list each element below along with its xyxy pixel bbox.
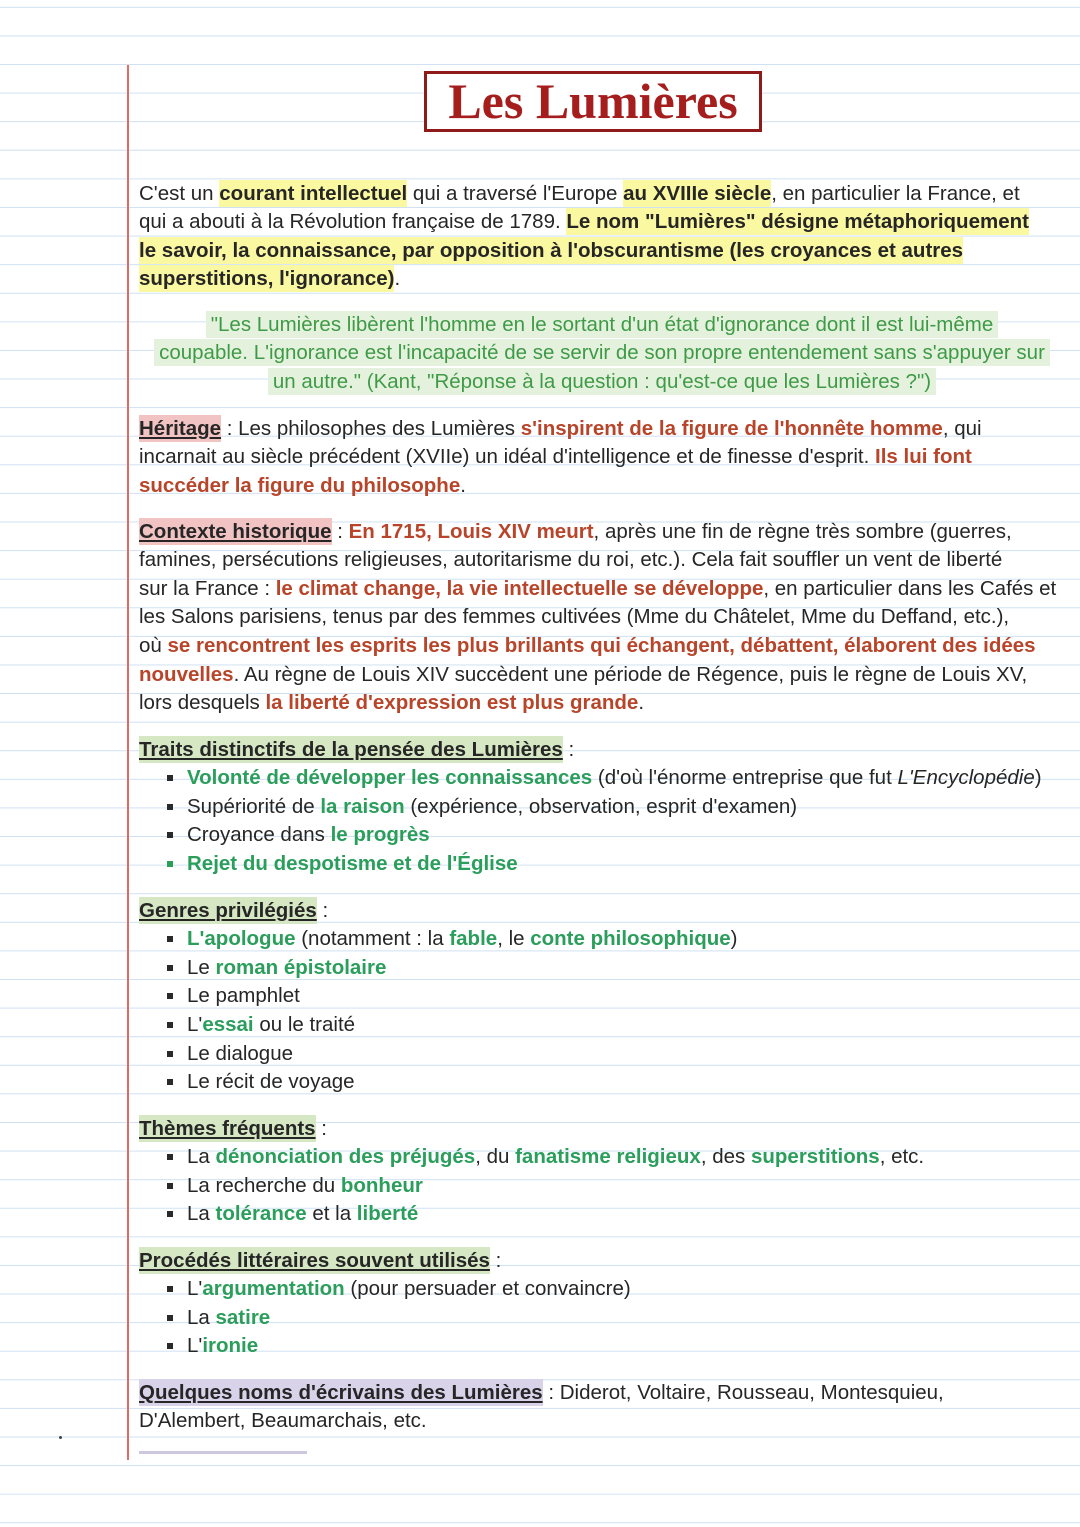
- red-keyword: la liberté d'expression est plus grande: [265, 691, 639, 715]
- bullet-icon: [167, 1022, 173, 1028]
- green-keyword: roman épistolaire: [215, 955, 387, 979]
- red-keyword: Ils lui font: [875, 445, 972, 469]
- themes-section: [139, 1115, 1065, 1229]
- stray-dot: [59, 1436, 62, 1439]
- page-title: Les Lumières: [424, 71, 762, 132]
- body-text: ): [730, 927, 738, 951]
- body-text: Le: [187, 955, 216, 979]
- body-text: L': [187, 1013, 203, 1037]
- paragraph-line: [139, 632, 1065, 661]
- red-keyword: succéder la figure du philosophe: [139, 473, 461, 497]
- green-keyword: fanatisme religieux: [515, 1145, 701, 1169]
- section-heading-line: [139, 897, 1065, 926]
- body-text: La recherche du: [187, 1173, 341, 1197]
- bullet-icon: [167, 1315, 173, 1321]
- bullet-icon: [167, 936, 173, 942]
- paragraph-line: [139, 575, 1065, 604]
- heritage-section: [139, 415, 1065, 501]
- bullet-icon: [167, 965, 173, 971]
- writers-section: [139, 1379, 1065, 1436]
- paragraph-line: [139, 689, 1065, 718]
- paragraph-line: [139, 472, 1065, 501]
- body-text: , du: [475, 1145, 516, 1169]
- notebook-margin-line: [127, 65, 129, 1460]
- highlighted-keyword: au XVIIIe siècle: [623, 181, 772, 205]
- paragraph-line: [139, 180, 1065, 209]
- body-text: lors desquels: [139, 691, 266, 715]
- section-heading-line: [139, 1115, 1065, 1144]
- green-keyword: le progrès: [330, 823, 430, 847]
- body-text: La: [187, 1202, 216, 1226]
- list-item: [139, 1200, 1065, 1229]
- bullet-icon: [167, 804, 173, 810]
- body-text: , en particulier la France, et: [771, 181, 1020, 205]
- intro-paragraph: [139, 180, 1065, 294]
- body-text: où: [139, 634, 168, 658]
- contexte-section: [139, 518, 1065, 718]
- body-text: (d'où l'énorme entreprise que fut: [592, 766, 898, 790]
- paragraph-line: [139, 265, 1065, 294]
- list-item: [139, 1011, 1065, 1040]
- green-keyword: conte philosophique: [530, 927, 731, 951]
- body-text: Supériorité de: [187, 794, 321, 818]
- quote-text: "Les Lumières libèrent l'homme en le sortant d'un état d'ignorance dont il est lui-même: [206, 311, 998, 338]
- body-text: L': [187, 1277, 203, 1301]
- list-item: [139, 793, 1065, 822]
- quote-line: [139, 368, 1065, 397]
- list-item: [139, 1332, 1065, 1361]
- red-keyword: s'inspirent de la figure de l'honnête homme: [520, 416, 943, 440]
- green-keyword: ironie: [202, 1334, 259, 1358]
- quote-text: coupable. L'ignorance est l'incapacité de se servir de son propre entendement sans s'appuyer sur: [154, 339, 1050, 366]
- paragraph-line: [139, 661, 1065, 690]
- green-keyword: argumentation: [202, 1277, 345, 1301]
- genres-section: [139, 897, 1065, 1097]
- bullet-icon: [167, 993, 173, 999]
- body-text: ou le traité: [253, 1013, 356, 1037]
- list-item: [139, 1275, 1065, 1304]
- body-text: .: [460, 473, 466, 497]
- body-text: , etc.: [879, 1145, 925, 1169]
- bullet-icon: [167, 1079, 173, 1085]
- body-text: (pour persuader et convaincre): [344, 1277, 631, 1301]
- paragraph-line: [139, 237, 1065, 266]
- section-heading: Traits distinctifs de la pensée des Lumières: [139, 737, 563, 761]
- green-keyword: la raison: [320, 794, 405, 818]
- body-text: ): [1034, 766, 1042, 790]
- body-text: incarnait au siècle précédent (XVIIe) un idéal d'intelligence et de finesse d'esprit.: [139, 445, 876, 469]
- red-keyword: nouvelles: [139, 662, 234, 686]
- bullet-icon: [167, 861, 173, 867]
- green-keyword: superstitions: [750, 1145, 880, 1169]
- procedes-section: [139, 1247, 1065, 1361]
- kant-quote: [139, 311, 1065, 397]
- body-text: Le pamphlet: [187, 984, 300, 1008]
- green-keyword: bonheur: [340, 1173, 423, 1197]
- quote-line: [139, 311, 1065, 340]
- section-heading: Quelques noms d'écrivains des Lumières: [139, 1380, 543, 1404]
- red-keyword: se rencontrent les esprits les plus brillants qui échangent, débattent, élaborent des idées: [167, 634, 1036, 658]
- bullet-icon: [167, 1343, 173, 1349]
- green-keyword: Rejet du despotisme et de l'Église: [187, 852, 518, 876]
- green-keyword: L'apologue: [187, 927, 296, 951]
- highlighted-keyword: superstitions, l'ignorance): [139, 267, 395, 291]
- body-text: (notamment : la: [295, 927, 450, 951]
- green-keyword: fable: [449, 927, 498, 951]
- section-heading: Genres privilégiés: [139, 898, 317, 922]
- bullet-icon: [167, 1286, 173, 1292]
- body-text: Le dialogue: [187, 1041, 294, 1065]
- bullet-icon: [167, 1051, 173, 1057]
- list-item: [139, 821, 1065, 850]
- section-heading: Contexte historique: [139, 519, 332, 543]
- green-keyword: tolérance: [215, 1202, 307, 1226]
- body-text: .: [394, 267, 401, 291]
- body-text: .: [638, 691, 645, 715]
- green-keyword: satire: [215, 1305, 271, 1329]
- body-text: . Au règne de Louis XIV succèdent une période de Régence, puis le règne de Louis XV,: [233, 662, 1028, 686]
- list-item: [139, 925, 1065, 954]
- green-keyword: Volonté de développer les connaissances: [187, 766, 593, 790]
- traits-section: [139, 736, 1065, 879]
- body-text: :: [315, 1116, 327, 1140]
- highlighted-keyword: courant intellectuel: [219, 181, 408, 205]
- italic-title: L'Encyclopédie: [897, 766, 1035, 790]
- bullet-icon: [167, 775, 173, 781]
- decorative-rule: [139, 1451, 307, 1454]
- paragraph-line: [139, 603, 1065, 632]
- list-item: [139, 982, 1065, 1011]
- body-text: L': [187, 1334, 203, 1358]
- list-item: [139, 1172, 1065, 1201]
- body-text: La: [187, 1145, 216, 1169]
- list-item: [139, 1068, 1065, 1097]
- paragraph-line: [139, 546, 1065, 575]
- body-text: , après une fin de règne très sombre (guerres,: [593, 519, 1012, 543]
- green-keyword: dénonciation des préjugés: [215, 1145, 476, 1169]
- body-text: D'Alembert, Beaumarchais, etc.: [139, 1409, 427, 1433]
- body-text: qui a abouti à la Révolution française de 1789.: [139, 210, 567, 234]
- list-item: [139, 1143, 1065, 1172]
- green-keyword: essai: [202, 1013, 254, 1037]
- body-text: :: [489, 1248, 502, 1272]
- body-text: , qui: [942, 416, 982, 440]
- list-item: [139, 1040, 1065, 1069]
- body-text: Croyance dans: [187, 823, 331, 847]
- list-item: [139, 954, 1065, 983]
- red-keyword: le climat change, la vie intellectuelle se développe: [275, 576, 764, 600]
- body-text: :: [331, 519, 349, 543]
- body-text: , des: [700, 1145, 751, 1169]
- body-text: sur la France :: [139, 576, 276, 600]
- red-keyword: En 1715, Louis XIV meurt: [348, 519, 594, 543]
- body-text: : Les philosophes des Lumières: [221, 416, 521, 440]
- paragraph-line: [139, 443, 1065, 472]
- body-text: famines, persécutions religieuses, autoritarisme du roi, etc.). Cela fait souffler un vent de liberté: [139, 548, 1003, 572]
- section-heading: Thèmes fréquents: [139, 1116, 316, 1140]
- quote-text: un autre." (Kant, "Réponse à la question : qu'est-ce que les Lumières ?"): [268, 368, 936, 395]
- body-text: :: [562, 737, 575, 761]
- body-text: (expérience, observation, esprit d'examen): [404, 794, 798, 818]
- paragraph-line: [139, 415, 1065, 444]
- paragraph-line: [139, 1407, 1065, 1436]
- body-text: les Salons parisiens, tenus par des femmes cultivées (Mme du Châtelet, Mme du Deffand, etc.),: [139, 605, 1010, 629]
- highlighted-keyword: Le nom "Lumières" désigne métaphoriquement: [566, 210, 1029, 234]
- green-keyword: liberté: [356, 1202, 419, 1226]
- body-text: : Diderot, Voltaire, Rousseau, Montesquieu,: [542, 1380, 944, 1404]
- body-text: et la: [306, 1202, 357, 1226]
- bullet-icon: [167, 1211, 173, 1217]
- body-text: C'est un: [139, 181, 220, 205]
- list-item: [139, 764, 1065, 793]
- body-text: Le récit de voyage: [187, 1070, 355, 1094]
- quote-line: [139, 339, 1065, 368]
- section-heading-line: [139, 1247, 1065, 1276]
- body-text: , le: [497, 927, 531, 951]
- bullet-icon: [167, 1183, 173, 1189]
- paragraph-line: [139, 518, 1065, 547]
- body-text: , en particulier dans les Cafés et: [763, 576, 1057, 600]
- body-text: qui a traversé l'Europe: [407, 181, 624, 205]
- list-item: [139, 1304, 1065, 1333]
- bullet-icon: [167, 832, 173, 838]
- list-item: [139, 850, 1065, 879]
- highlighted-keyword: le savoir, la connaissance, par opposition à l'obscurantisme (les croyances et autres: [139, 238, 964, 262]
- body-text: :: [316, 898, 329, 922]
- body-text: La: [187, 1305, 216, 1329]
- bullet-icon: [167, 1154, 173, 1160]
- section-heading: Héritage: [139, 416, 222, 440]
- section-heading: Procédés littéraires souvent utilisés: [139, 1248, 490, 1272]
- paragraph-line: [139, 208, 1065, 237]
- paragraph-line: [139, 1379, 1065, 1408]
- section-heading-line: [139, 736, 1065, 765]
